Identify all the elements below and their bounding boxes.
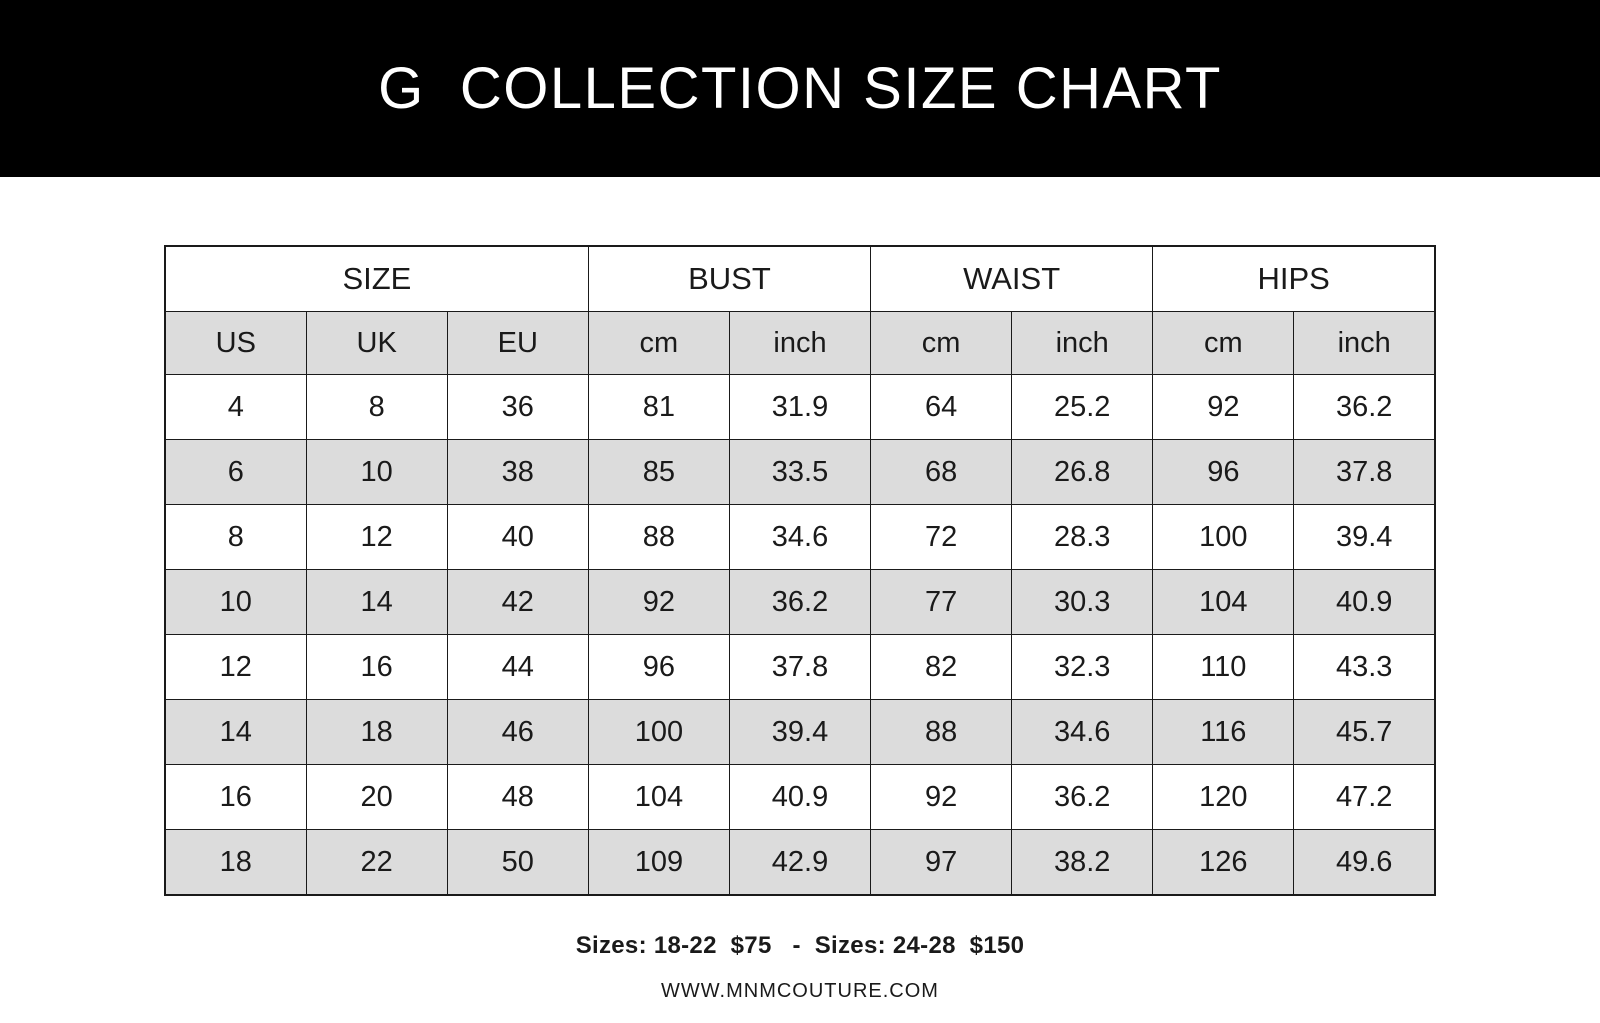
cell-us: 18 <box>165 830 306 896</box>
table-row <box>165 635 1435 700</box>
cell-waist-inch: 26.8 <box>1012 440 1153 505</box>
cell-hips-inch: 43.3 <box>1294 635 1435 700</box>
cell-us: 14 <box>165 700 306 765</box>
unit-header-waist-cm: cm <box>871 312 1012 375</box>
page-title: G COLLECTION SIZE CHART <box>378 56 1222 121</box>
cell-us: 12 <box>165 635 306 700</box>
size-chart-body <box>165 246 1435 895</box>
cell-waist-cm: 82 <box>871 635 1012 700</box>
cell-eu: 36 <box>447 375 588 440</box>
cell-hips-inch: 49.6 <box>1294 830 1435 896</box>
table-row <box>165 505 1435 570</box>
cell-hips-inch: 45.7 <box>1294 700 1435 765</box>
cell-us: 4 <box>165 375 306 440</box>
cell-hips-cm: 120 <box>1153 765 1294 830</box>
cell-waist-cm: 68 <box>871 440 1012 505</box>
cell-bust-cm: 109 <box>588 830 729 896</box>
cell-uk: 22 <box>306 830 447 896</box>
cell-hips-cm: 126 <box>1153 830 1294 896</box>
cell-eu: 38 <box>447 440 588 505</box>
group-header-size: SIZE <box>165 246 588 312</box>
size-chart-table-wrapper <box>164 245 1436 896</box>
cell-us: 10 <box>165 570 306 635</box>
cell-bust-inch: 40.9 <box>729 765 870 830</box>
cell-waist-cm: 88 <box>871 700 1012 765</box>
table-row <box>165 375 1435 440</box>
cell-waist-inch: 38.2 <box>1012 830 1153 896</box>
group-header-hips: HIPS <box>1153 246 1435 312</box>
cell-waist-cm: 77 <box>871 570 1012 635</box>
cell-waist-cm: 64 <box>871 375 1012 440</box>
unit-header-hips-cm: cm <box>1153 312 1294 375</box>
cell-waist-inch: 32.3 <box>1012 635 1153 700</box>
cell-bust-inch: 33.5 <box>729 440 870 505</box>
cell-waist-inch: 30.3 <box>1012 570 1153 635</box>
unit-header-waist-inch: inch <box>1012 312 1153 375</box>
cell-eu: 46 <box>447 700 588 765</box>
table-row <box>165 765 1435 830</box>
unit-header-row <box>165 312 1435 375</box>
cell-waist-inch: 34.6 <box>1012 700 1153 765</box>
cell-uk: 20 <box>306 765 447 830</box>
cell-bust-inch: 42.9 <box>729 830 870 896</box>
cell-hips-inch: 37.8 <box>1294 440 1435 505</box>
cell-waist-cm: 97 <box>871 830 1012 896</box>
cell-eu: 44 <box>447 635 588 700</box>
group-header-waist: WAIST <box>871 246 1153 312</box>
cell-waist-inch: 36.2 <box>1012 765 1153 830</box>
cell-uk: 8 <box>306 375 447 440</box>
unit-header-bust-cm: cm <box>588 312 729 375</box>
price-note: Sizes: 18-22 $75 - Sizes: 24-28 $150 <box>575 932 1025 959</box>
cell-hips-cm: 92 <box>1153 375 1294 440</box>
cell-bust-cm: 92 <box>588 570 729 635</box>
cell-waist-inch: 25.2 <box>1012 375 1153 440</box>
cell-uk: 10 <box>306 440 447 505</box>
unit-header-us: US <box>165 312 306 375</box>
cell-hips-cm: 110 <box>1153 635 1294 700</box>
table-row <box>165 570 1435 635</box>
cell-eu: 50 <box>447 830 588 896</box>
cell-hips-cm: 104 <box>1153 570 1294 635</box>
group-header-bust: BUST <box>588 246 870 312</box>
cell-bust-cm: 96 <box>588 635 729 700</box>
cell-bust-cm: 85 <box>588 440 729 505</box>
table-row <box>165 700 1435 765</box>
cell-bust-cm: 104 <box>588 765 729 830</box>
cell-hips-inch: 39.4 <box>1294 505 1435 570</box>
cell-us: 6 <box>165 440 306 505</box>
unit-header-uk: UK <box>306 312 447 375</box>
cell-hips-inch: 40.9 <box>1294 570 1435 635</box>
cell-hips-inch: 36.2 <box>1294 375 1435 440</box>
cell-bust-inch: 31.9 <box>729 375 870 440</box>
size-chart-table <box>164 245 1436 896</box>
cell-bust-inch: 39.4 <box>729 700 870 765</box>
unit-header-hips-inch: inch <box>1294 312 1435 375</box>
cell-waist-cm: 72 <box>871 505 1012 570</box>
cell-hips-cm: 100 <box>1153 505 1294 570</box>
cell-uk: 14 <box>306 570 447 635</box>
cell-hips-cm: 96 <box>1153 440 1294 505</box>
cell-us: 8 <box>165 505 306 570</box>
cell-bust-cm: 81 <box>588 375 729 440</box>
unit-header-eu: EU <box>447 312 588 375</box>
cell-eu: 42 <box>447 570 588 635</box>
cell-bust-cm: 100 <box>588 700 729 765</box>
cell-hips-cm: 116 <box>1153 700 1294 765</box>
cell-waist-cm: 92 <box>871 765 1012 830</box>
group-header-row <box>165 246 1435 312</box>
cell-eu: 40 <box>447 505 588 570</box>
cell-bust-cm: 88 <box>588 505 729 570</box>
cell-uk: 18 <box>306 700 447 765</box>
table-row <box>165 830 1435 896</box>
cell-us: 16 <box>165 765 306 830</box>
unit-header-bust-inch: inch <box>729 312 870 375</box>
table-row <box>165 440 1435 505</box>
footer <box>0 932 1600 1003</box>
website-url: WWW.MNMCOUTURE.COM <box>661 980 939 1002</box>
cell-hips-inch: 47.2 <box>1294 765 1435 830</box>
cell-bust-inch: 36.2 <box>729 570 870 635</box>
cell-bust-inch: 37.8 <box>729 635 870 700</box>
cell-uk: 16 <box>306 635 447 700</box>
header-band <box>0 0 1600 177</box>
cell-bust-inch: 34.6 <box>729 505 870 570</box>
cell-uk: 12 <box>306 505 447 570</box>
cell-eu: 48 <box>447 765 588 830</box>
cell-waist-inch: 28.3 <box>1012 505 1153 570</box>
